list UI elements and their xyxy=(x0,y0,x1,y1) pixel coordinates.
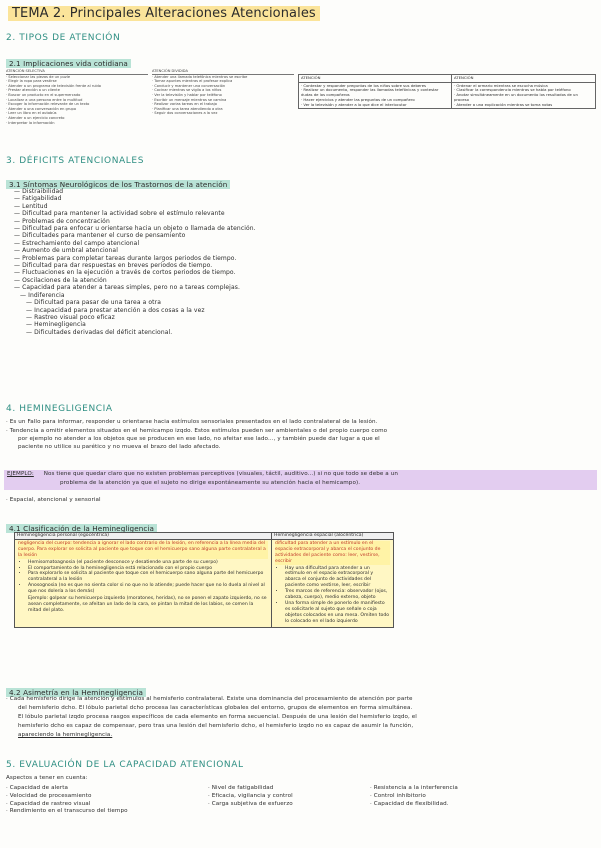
heminegligence-types: · Espacial, atencional y sensorial xyxy=(6,497,101,503)
line-item: · Ver la televisión y hablar por teléfono xyxy=(152,92,222,97)
symptom-item: — Capacidad para atender a tareas simples, pero no a tareas complejas. xyxy=(14,284,240,292)
personal-items xyxy=(18,560,268,595)
evaluation-col-3 xyxy=(370,785,458,808)
line-item: · Capacidad de flexibilidad. xyxy=(370,800,449,807)
line-item: · Realizar varias tareas en el trabajo xyxy=(152,102,217,107)
page-title: TEMA 2. Principales Alteraciones Atencionales xyxy=(8,6,320,21)
line-item: · Interpretar la información xyxy=(6,120,55,125)
evaluation-col-2 xyxy=(208,785,293,808)
symptom-item: — Estrechamiento del campo atencional xyxy=(14,239,140,247)
section-4-2-heading: 4.2 Asimetría en la Heminegligencia xyxy=(6,680,146,699)
line-item: · Velocidad de procesamiento xyxy=(6,792,92,799)
section-5-heading: 5. EVALUACIÓN DE LA CAPACIDAD ATENCIONAL xyxy=(6,760,244,770)
line-item: · Ver la televisión y atender a lo que dice el interlocutor xyxy=(301,101,407,107)
line-item: · Ordenar el armario mientras se escucha música xyxy=(454,82,548,88)
line-item: · Tomar apuntes mientras el profesor explica xyxy=(152,79,233,84)
line-item: · Clasificar la correspondencia mientras se habla por teléfono xyxy=(454,87,571,93)
symptom-item: — Aumento de umbral atencional xyxy=(14,247,118,255)
symptom-item: — Heminegligencia xyxy=(26,321,86,329)
table-list-item: • Hemisomatoagnosia (el paciente desconoce y desatiende una parte de su cuerpo) xyxy=(28,560,268,566)
symptom-item: — Rastreo visual poco eficaz xyxy=(26,313,115,321)
personal-example: Ejemplo: golpear su hemicuerpo izquierdo (moratones, heridas), no se ponen el zapato izquierdo, no se asean completamente, se afeitan un lado de la cara, se pintan la mitad de los labios, se comen la mitad del plato. xyxy=(28,596,267,613)
col2-lines xyxy=(152,75,294,116)
line-item: · Anotar simultáneamente en un documento los resultados de un proceso xyxy=(454,92,578,102)
table-list-item: • Para explorarlo se solicita al paciente que toque con el hemicuerpo sano alguna parte del hemicuerpo contralateral a la lesión xyxy=(28,571,268,583)
heminegligence-tendency-1: · Tendencia a omitir elementos situados en el hemicampo izqdo. Estos estímulos pueden ser ambientales o del propio cuerpo como xyxy=(6,428,388,434)
line-item: · Buscar un producto en el supermercado xyxy=(6,92,81,97)
line-item: · Prestar atención a un cliente xyxy=(6,88,60,93)
section-5-intro: Aspectos a tener en cuenta: xyxy=(6,775,88,781)
line-item: · Atender una llamada telefónica mientras se escribe xyxy=(152,74,248,79)
line-item: · Planificar una tarea atendiendo a otra xyxy=(152,106,223,111)
line-item: · Localizar a una persona entre la multitud xyxy=(6,97,83,102)
col2-head: ATENCIÓN DIVIDIDA xyxy=(152,69,294,75)
line-item: · Atender a un programa de televisión frente al ruido xyxy=(6,83,101,88)
example-text-2: problema de la atención ya que el sujeto no dirige espontáneamente su atención hacia el hemicampo). xyxy=(60,480,361,486)
col3-head: ATENCIÓN xyxy=(299,75,452,83)
line-item: · Cocinar mientras se vigila a los niños xyxy=(152,88,222,93)
symptom-item: — Distraibilidad xyxy=(14,188,64,195)
line-item: · Atender a una explicación mientras se toma notas xyxy=(454,101,553,107)
section-2-heading: 2. TIPOS DE ATENCIÓN xyxy=(6,33,121,43)
line-item: · Conducir y mantener una conversación xyxy=(152,83,226,88)
table-list-item: • El comportamiento de la heminegligencia está relacionado con el propio cuerpo xyxy=(28,566,268,572)
line-item: · Control inhibitorio xyxy=(370,792,426,799)
line-item: · Capacidad de alerta xyxy=(6,785,69,791)
section-2-1-heading: 2.1 Implicaciones vida cotidiana xyxy=(6,51,131,70)
symptom-item: — Dificultad para enfocar u orientarse hacia un objeto o llamada de atención. xyxy=(14,225,256,233)
asymmetry-line-1: · Cada hemisferio dirige la atención y estímulos al hemisferio contralateral. Existe una dominancia del procesamiento de atención por parte xyxy=(6,696,413,702)
col1-lines xyxy=(6,75,148,126)
symptom-item: — Dificultad para dar respuestas en breves periodos de tiempo. xyxy=(14,262,213,270)
line-item: · Resistencia a la interferencia xyxy=(370,785,458,791)
table-list-item: • Tres marcos de referencia: observador (ojos, cabeza, cuerpo), medio externo, objeto xyxy=(285,589,390,601)
table-list-item: • Hay una dificultad para atender a un estímulo en el espacio extracorporal y abarca el conjunto de actividades del paciente como vestirse, leer, escribir xyxy=(285,566,390,590)
heminegligence-table xyxy=(14,532,394,628)
heminegligence-tendency-2: por ejemplo no atender a los objetos que se producen en ese lado, no afeitar ese lado..., y también puede dar lugar a que el xyxy=(18,436,380,442)
symptom-item: — Dificultades para mantener el curso de pensamiento xyxy=(14,232,186,240)
asymmetry-line-3: El lóbulo parietal izqdo procesa rasgos específicos de cada elemento en forma secuencial. Después de una lesión del hemisferio izqdo, el xyxy=(18,714,417,720)
symptom-item: — Dificultad para pasar de una tarea a otra xyxy=(26,299,161,307)
section-3-1-heading: 3.1 Síntomas Neurológicos de los Trastornos de la atención xyxy=(6,172,230,191)
asymmetry-line-5: apareciendo la heminegligencia. xyxy=(18,732,113,738)
asymmetry-line-4: hemisferio dcho es capaz de compensar, pero tras una lesión del hemisferio dcho, el hemisferio izqdo no es capaz de asumir la función, xyxy=(18,723,414,729)
symptom-item: — Lentitud xyxy=(14,202,48,210)
spatial-definition: dificultad para atender a un estímulo en el espacio extracorporal y abarca el conjunto de actividades del paciente como: leer, vestirse, escribir xyxy=(275,541,390,565)
symptom-item: — Fluctuaciones en la ejecución a través de cortos periodos de tiempo. xyxy=(14,269,236,277)
line-item: · Leer un libro en el autobús xyxy=(6,111,57,116)
symptom-item: — Incapacidad para prestar atención a dos cosas a la vez xyxy=(26,306,205,314)
table-list-item: • Anosognosia (no es que no sienta color si no que no lo atiende; puede hacer que no lo duela al nivel al que nos dolería a los demás) xyxy=(28,583,268,595)
line-item: · Carga subjetiva de esfuerzo xyxy=(208,800,293,807)
line-item: · Atender a una conversación en grupo xyxy=(6,106,77,111)
attention-examples-left xyxy=(6,69,294,125)
example-label: EJEMPLO: xyxy=(7,471,34,477)
line-item: · Eficacia, vigilancia y control xyxy=(208,792,293,799)
attention-examples-right xyxy=(298,74,596,109)
symptom-item: — Problemas de concentración xyxy=(14,217,110,225)
col4-head: ATENCIÓN xyxy=(452,75,596,83)
asymmetry-line-2: del hemisferio dcho. El lóbulo parietal dcho procesa las características globales del entorno, grupos de elementos en forma simultánea. xyxy=(18,705,413,711)
line-item: · Seguir dos conversaciones a la vez xyxy=(152,111,218,116)
line-item: · Rendimiento en el transcurso del tiempo xyxy=(6,808,128,815)
symptom-item: — Dificultad para mantener la actividad sobre el estímulo relevante xyxy=(14,210,225,218)
section-3-heading: 3. DÉFICITS ATENCIONALES xyxy=(6,156,145,166)
table-head-spatial: Heminegligencia espacial (alocéntrica) xyxy=(272,533,394,540)
symptom-item: — Oscilaciones de la atención xyxy=(14,276,107,284)
spatial-items xyxy=(275,566,390,625)
line-item: · Capacidad de rastreo visual xyxy=(6,800,91,807)
example-box xyxy=(4,470,597,490)
line-item: · Elegir la ropa para vestirse xyxy=(6,79,57,84)
symptom-item: — Fatigabilidad xyxy=(14,195,62,203)
symptom-item: — Dificultades derivadas del déficit atencional. xyxy=(26,328,173,336)
example-text-1: Nos tiene que quedar claro que no existen problemas perceptivos (visuales, táctil, auditivo...) si no que todo se debe a un xyxy=(43,471,399,477)
col3-lines xyxy=(299,82,452,109)
line-item: · Escribir un mensaje mientras se camina xyxy=(152,97,227,102)
section-4-1-heading: 4.1 Clasificación de la Heminegligencia xyxy=(6,516,157,535)
symptom-item: — Problemas para completar tareas durante largos periodos de tiempo. xyxy=(14,254,237,262)
line-item: · Escoger la información relevante de un texto xyxy=(6,102,90,107)
col1-head: ATENCIÓN SELECTIVA xyxy=(6,69,148,75)
symptom-item: — Indiferencia xyxy=(20,291,65,299)
table-head-personal: Heminegligencia personal (egocéntrica) xyxy=(15,533,272,540)
line-item: · Realizar un documento, responder las llamadas telefónicas y contestar dudas de los compañeros xyxy=(301,87,439,98)
line-item: · Hacer ejercicios y atender las preguntas de un compañero xyxy=(301,96,415,102)
heminegligence-definition: · Es un Fallo para informar, responder u orientarse hacia estímulos sensoriales presentados en el lado contralateral de la lesión. xyxy=(6,419,378,425)
section-4-heading: 4. HEMINEGLIGENCIA xyxy=(6,404,113,414)
personal-definition: negligencia del cuerpo: tendencia a ignorar el lado contrario de la lesión, en referencia a la línea media del cuerpo. Para explorar se solicita al paciente que toque con el hemicuerpo sano alguna parte contralateral a la lesión xyxy=(18,541,268,559)
line-item: · Atender a un ejercicio concreto xyxy=(6,115,65,120)
heminegligence-tendency-3: paciente no utilice su parético y no mueva el brazo del lado afectado. xyxy=(18,444,221,450)
col4-lines xyxy=(452,82,596,109)
symptom-list xyxy=(14,188,256,336)
table-list-item: • Una forma simple de ponerlo de manifiesto es solicitarle al sujeto que señale o coja objetos colocados en una mesa. Omiten todo lo colocado en el lado izquierdo xyxy=(285,601,390,625)
line-item: · Nivel de fatigabilidad xyxy=(208,785,274,791)
evaluation-col-1 xyxy=(6,785,128,816)
line-item: · Seleccionar las piezas de un puzle xyxy=(6,74,71,79)
line-item: · Contestar y responder preguntas de los niños sobre sus deberes xyxy=(301,82,427,88)
